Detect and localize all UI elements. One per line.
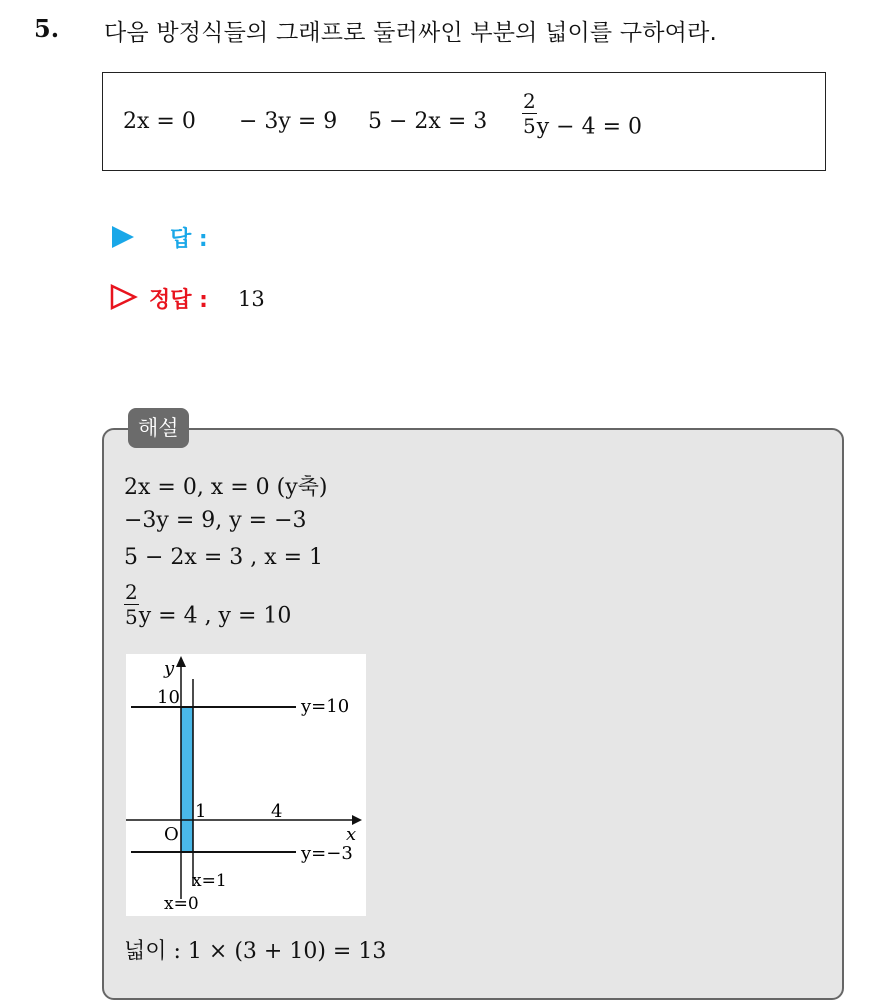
line-x0-label: x=0 [164,894,199,914]
equation-2: − 3y = 9 [239,109,338,134]
solution-line-4-numerator: 2 [125,580,138,604]
solution-line-3: 5 − 2x = 3 , x = 1 [124,545,324,570]
answer-arrow-icon [112,226,134,248]
area-result: 넓이 : 1 × (3 + 10) = 13 [124,939,387,964]
solution-line-4-fraction [124,582,139,627]
solution-line-1: 2x = 0, x = 0 (y축) [124,475,328,500]
origin-label: O [164,824,179,845]
solution-tag: 해설 [128,408,189,448]
tick-1-label: 1 [195,801,207,822]
correct-answer-value: 13 [238,287,265,311]
y-axis-label: y [164,658,175,679]
question-text: 다음 방정식들의 그래프로 둘러싸인 부분의 넓이를 구하여라. [104,20,718,46]
equation-4-fraction [522,91,537,136]
equation-4-denominator: 5 [523,114,536,138]
equation-4-numerator: 2 [523,89,536,113]
tick-4-label: 4 [271,801,283,822]
equation-box [102,72,826,171]
equation-1: 2x = 0 [123,109,196,134]
solution-graph [126,654,366,916]
tick-10-label: 10 [157,687,180,708]
y-axis-arrow-icon [176,656,186,667]
solution-line-4-rest: y = 4 , y = 10 [138,603,292,629]
shaded-region [181,707,193,852]
answer-label: 답 : [170,227,208,252]
solution-line-4 [124,582,291,629]
line-x1-label: x=1 [192,871,227,891]
correct-arrow-icon [110,284,138,314]
equation-4-rest: y − 4 = 0 [536,114,642,140]
solution-line-2: −3y = 9, y = −3 [124,508,307,533]
correct-answer-label: 정답 : [149,288,208,313]
question-number: 5. [34,14,60,43]
solution-line-4-denominator: 5 [125,605,138,629]
x-axis-label: x [346,824,357,845]
equation-3: 5 − 2x = 3 [368,109,488,134]
line-y10-label: y=10 [301,696,350,717]
line-ym3-label: y=−3 [301,843,353,864]
equation-4 [522,91,642,140]
